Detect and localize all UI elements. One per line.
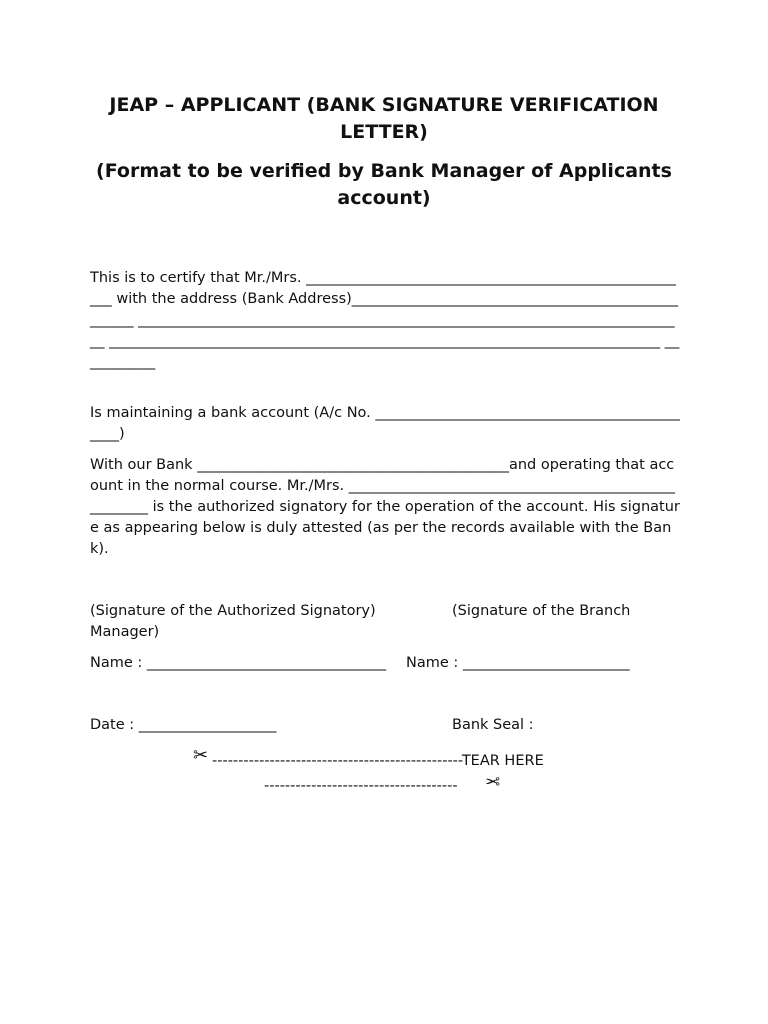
scissors-left-icon: ✂ <box>193 745 209 766</box>
account-paragraph: Is maintaining a bank account (A/c No. ______________________________________________) <box>90 405 680 442</box>
document-subtitle: (Format to be verified by Bank Manager of Applicants account) <box>96 160 672 209</box>
date-field: Date : ___________________ <box>90 717 277 733</box>
authorized-signatory-label: (Signature of the Authorized Signatory) <box>90 603 376 619</box>
operation-paragraph: With our Bank ___________________________________________and operating that account in the normal course. Mr./Mrs. _____________________________________________________ is the authorized signatory for the operation of the account. His signature as appearing below is duly attested (as per the records available with the Bank). <box>90 457 680 557</box>
document-title: JEAP – APPLICANT (BANK SIGNATURE VERIFICATION LETTER) <box>109 94 659 143</box>
branch-manager-signature-label-cont: Manager) <box>90 624 160 640</box>
branch-manager-signature-label: (Signature of the Branch <box>452 603 631 619</box>
tear-line-2: ------------------------------------- <box>264 778 458 794</box>
scissors-right-icon: ✂ <box>485 772 501 793</box>
name-field-right: Name : _______________________ <box>406 655 630 671</box>
certify-paragraph: This is to certify that Mr./Mrs. ______________________________________________________ with the address (Bank Address)___________________________________________________ ____________________________________________________________________________ ____________________________________________________________________________ ___________ <box>90 270 680 370</box>
bank-seal-label: Bank Seal : <box>452 717 534 733</box>
tear-here-line: ------------------------------------------------TEAR HERE <box>212 753 544 769</box>
name-field-left: Name : _________________________________ <box>90 655 387 671</box>
